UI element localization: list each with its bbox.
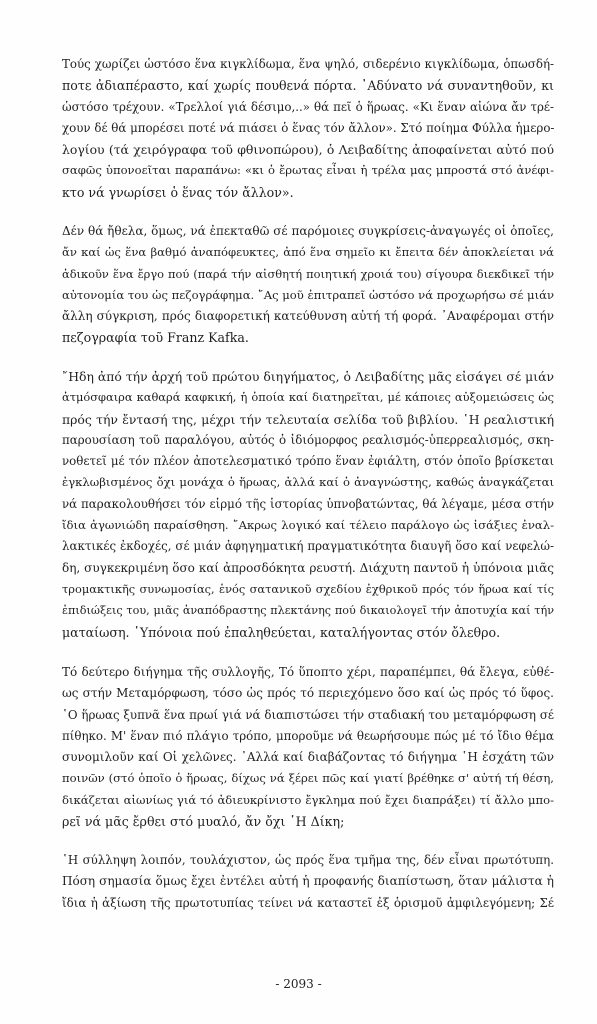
text-line: παρουσίαση τοῦ παραλόγου, αὐτός ὁ ἰδιόμορφος ρεαλισμός-ὑπερρεαλισμός, σκη- — [62, 432, 554, 447]
text-line: πίθηκο. Μ' ἕναν πιό πλάγιο τρόπο, μποροῦμε νά θεωρήσουμε πώς μέ τό ἴδιο θέμα — [62, 728, 554, 743]
text-line: ρεῖ νά μᾶς ἔρθει στό μυαλό, ἄν ὄχι ῾Η Δίκη; — [62, 814, 345, 830]
text-line: Τό δεύτερο διήγημα τῆς συλλογῆς, Τό ὕποπτο χέρι, παραπέμπει, θά ἔλεγα, εὐθέ- — [62, 665, 554, 679]
text-line: ἄλλη σύγκριση, πρός διαφορετική κατεύθυνση αὐτή τή φορά. ᾿Αναφέρομαι στήν — [62, 309, 554, 324]
text-line: ως στήν Μεταμόρφωση, τόσο ὡς πρός τό περιεχόμενο ὅσο καί ὡς πρός τό ὕφος. — [62, 686, 554, 701]
text-line: συνομιλοῦν καί Οἱ χελῶνες. ᾿Αλλά καί διαβάζοντας τό διήγημα ῾Η ἐσχάτη τῶν — [62, 750, 554, 765]
text-line: αὐτονομία του ὡς πεζογράφημα. ῎Ας μοῦ ἐπιτραπεῖ ὡστόσο νά προχωρήσω σέ μιάν — [62, 287, 554, 302]
text-line: ποινῶν (στό ὁποῖο ὁ ἥρωας, δίχως νά ξέρει πῶς καί γιατί βρέθηκε σ' αὐτή τή θέση, — [62, 771, 554, 786]
text-line: ἐγκλωβισμένος ὄχι μονάχα ὁ ἥρωας, ἀλλά καί ὁ ἀναγνώστης, καθώς ἀναγκάζεται — [62, 475, 554, 490]
text-line: νοθετεῖ μέ τόν πλέον ἀποτελεσματικό τρόπο ἕναν ἐφιάλτη, στόν ὁποῖο βρίσκεται — [62, 454, 554, 469]
text-line: ῾Η σύλληψη λοιπόν, τουλάχιστον, ὡς πρός ἕνα τμῆμα της, δέν εἶναι πρωτότυπη. — [62, 853, 554, 867]
text-line: ματαίωση. ῾Υπόνοια πού ἐπαληθεύεται, καταλήγοντας στόν ὄλεθρο. — [62, 624, 501, 640]
text-line: χουν δέ θά μπορέσει ποτέ νά πιάσει ὁ ἕνας τόν ἄλλον». Στό ποίημα Φύλλα ἡμερο- — [62, 120, 554, 135]
text-line: ἀτμόσφαιρα καθαρά καφκική, ἡ ὁποία καί διατηρεῖται, μέ κάποιες αὐξομειώσεις ὡς — [62, 390, 554, 405]
paragraph-3 — [62, 366, 554, 643]
paragraph-5 — [62, 850, 554, 914]
text-line: λακτικές ἐκδοχές, σέ μιάν ἀφηγηματική πραγματικότητα διαυγῆ ὅσο καί νεφελώ- — [62, 539, 554, 554]
text-line: ἴδια ἡ ἀξίωση τῆς πρωτοτυπίας τείνει νά καταστεῖ ἐξ ὁρισμοῦ ἀμφιλεγόμενη; Σέ — [62, 895, 554, 910]
text-line: ὡστόσο τρέχουν. «Τρελλοί γιά δέσιμο,..» θά πεῖ ὁ ἥρωας. «Κι ἕναν αἰώνα ἄν τρέ- — [62, 99, 554, 114]
text-line: κτο νά γνωρίσει ὁ ἕνας τόν ἄλλον». — [62, 184, 294, 200]
text-line: πρός τήν ἔντασή της, μέχρι τήν τελευταία σελίδα τοῦ βιβλίου. ῾Η ρεαλιστική — [62, 411, 554, 427]
text-line: τρομακτικῆς συνωμοσίας, ἑνός σατανικοῦ σχεδίου ἐχθρικοῦ πρός τόν ἥρωα καί τίς — [62, 581, 554, 596]
text-line: ἀδικοῦν ἕνα ἔργο πού (παρά τήν αἰσθητή ποιητική χροιά του) σίγουρα διεκδικεῖ τήν — [62, 266, 554, 281]
text-line: νά παρακολουθήσει τόν εἱρμό τῆς ἱστορίας ὑπνοβατώντας, θά λέγαμε, μέσα στήν — [62, 496, 554, 511]
text-line: ῎Ηδη ἀπό τήν ἀρχή τοῦ πρώτου διηγήματος, ὁ Λειβαδίτης μᾶς εἰσάγει σέ μιάν — [62, 369, 554, 384]
paragraph-4 — [62, 662, 554, 832]
paragraph-2 — [62, 221, 554, 349]
text-line: πεζογραφία τοῦ Franz Kafka. — [62, 330, 249, 346]
text-line: ἄν καί ὡς ἕνα βαθμό ἀναπόφευκτες, ἀπό ἕνα σημεῖο κι ἔπειτα δέν ἀποκλείεται νά — [62, 245, 554, 260]
text-line: ἐπιδιώξεις του, μιᾶς ἀναπόδραστης πλεκτάνης πού δικαιολογεῖ τήν ἀποτυχία καί τήν — [62, 604, 554, 618]
text-line: λογίου (τά χειρόγραφα τοῦ φθινοπώρου), ὁ Λειβαδίτης ἀποφαίνεται αὐτό πού — [62, 142, 554, 158]
text-line: δη, συγκεκριμένη ὅσο καί ἀπροσδόκητα ρευστή. Διάχυτη παντοῦ ἡ ὑπόνοια μιᾶς — [62, 560, 554, 575]
text-line: Δέν θά ἤθελα, ὅμως, νά ἐπεκταθῶ σέ παρόμοιες συγκρίσεις-ἀναγωγές οἱ ὁποῖες, — [62, 224, 554, 238]
text-line: ἴδια ἀγωνιώδη παραίσθηση. ῎Ακρως λογικό καί τέλειο παράλογο ὡς ἰσάξιες ἐναλ- — [62, 518, 554, 533]
text-line: Πόση σημασία ὅμως ἔχει ἐντέλει αὐτή ἡ προφανής διαπίστωση, ὅταν μάλιστα ἡ — [62, 874, 554, 889]
text-line: ῾Ο ἥρωας ξυπνᾶ ἕνα πρωί γιά νά διαπιστώσει τήν σταδιακή του μεταμόρφωση σέ — [62, 707, 554, 722]
page-number: - 2093 - — [275, 977, 322, 991]
paragraph-1 — [62, 54, 554, 203]
text-line: Τούς χωρίζει ὡστόσο ἕνα κιγκλίδωμα, ἕνα ψηλό, σιδερένιο κιγκλίδωμα, ὁπωσδή- — [62, 57, 554, 71]
text-line: σαφῶς ὑπονοεῖται παραπάνω: «κι ὁ ἔρωτας εἶναι ἡ τρέλα μας μπροστά στό ἀνέφι- — [62, 163, 554, 178]
text-line: ποτε ἀδιαπέραστο, καί χωρίς πουθενά πόρτα. ᾿Αδύνατο νά συναντηθοῦν, κι — [62, 78, 554, 94]
text-line: δικάζεται αἰωνίως γιά τό ἀδιευκρίνιστο ἔγκλημα πού ἔχει διαπράξει) τί ἄλλο μπο- — [62, 792, 554, 807]
